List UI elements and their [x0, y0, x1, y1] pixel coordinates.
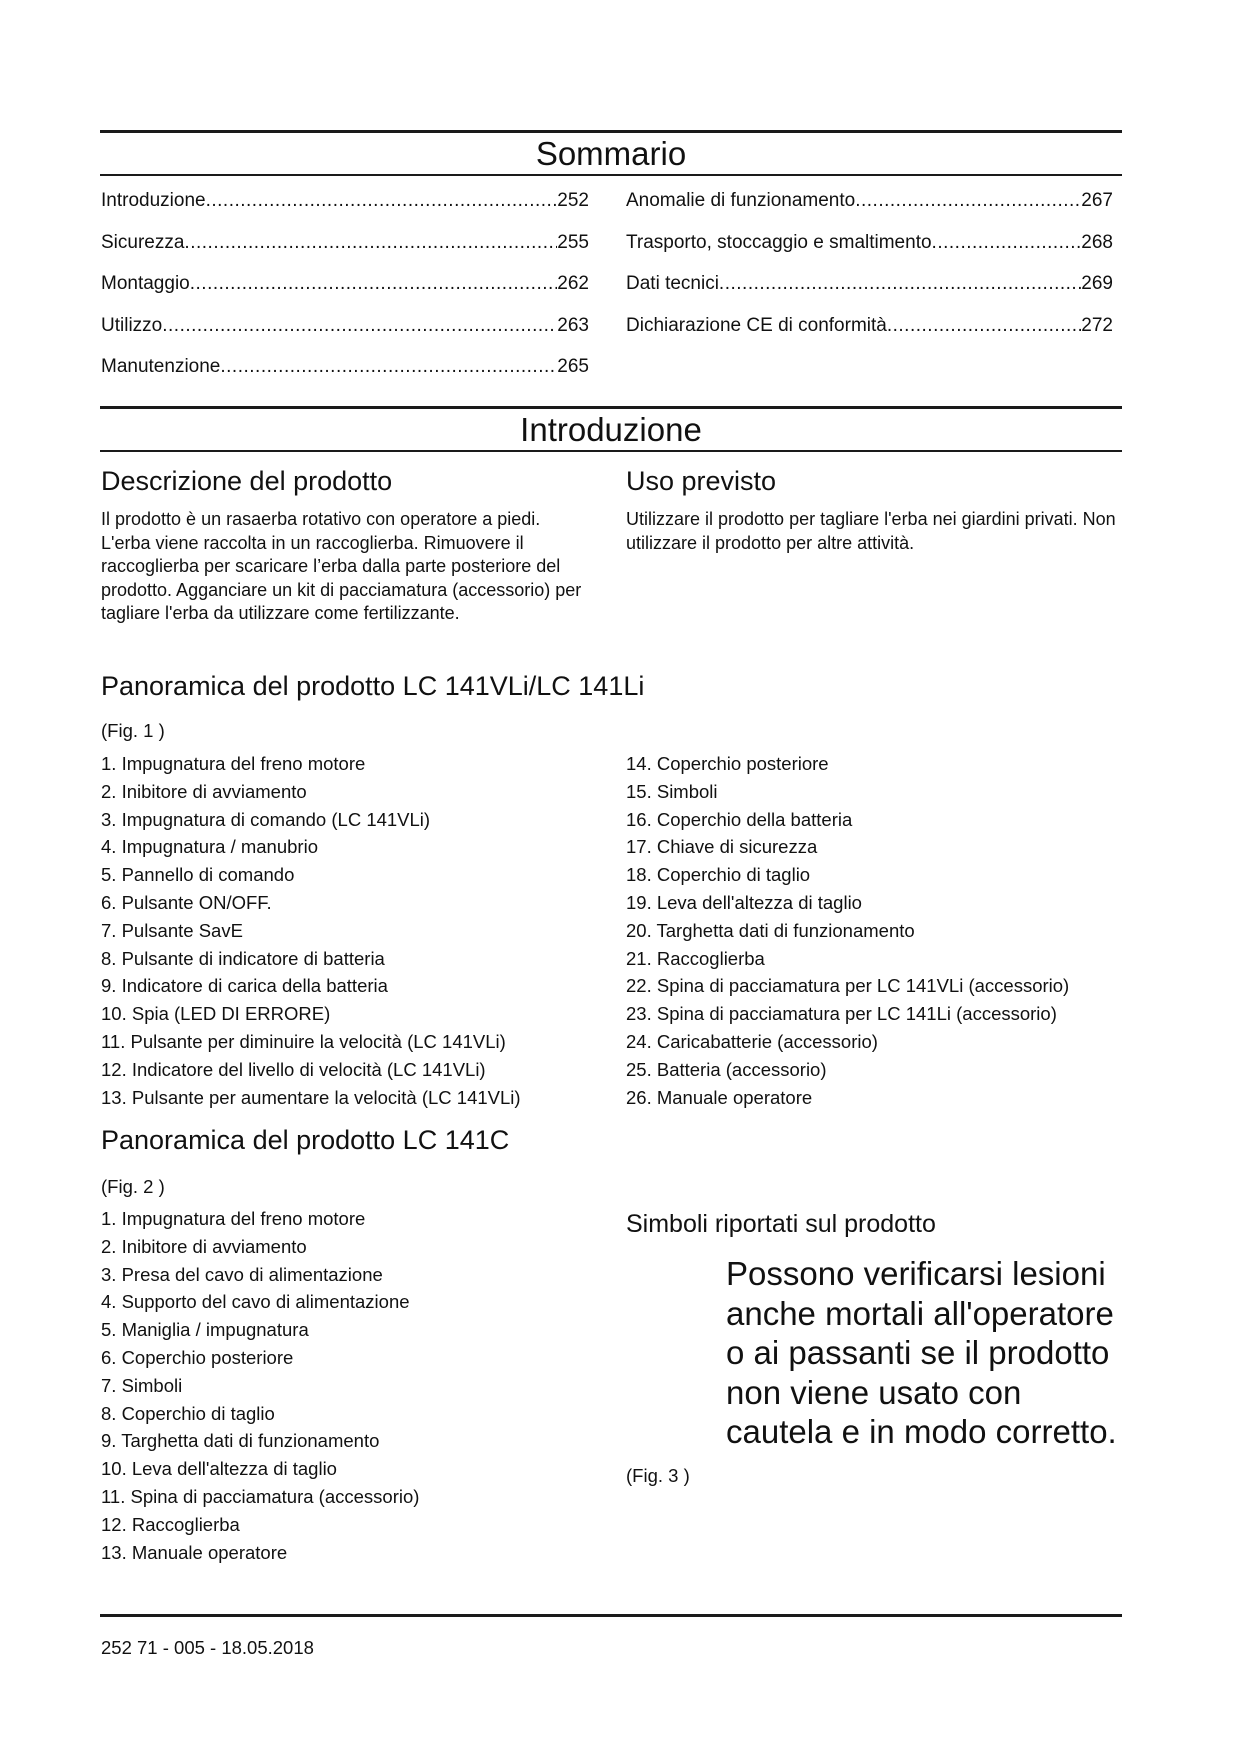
- list-item: 2. Inibitore di avviamento: [101, 780, 307, 802]
- top-rule: [100, 130, 1122, 133]
- toc-leader-dots: [184, 231, 557, 255]
- toc-leader-dots: [887, 314, 1081, 338]
- toc-entry-label: Manutenzione: [101, 356, 221, 377]
- description-text: Il prodotto è un rasaerba rotativo con operatore a piedi. L'erba viene raccolta in un raccoglierba. Rimuovere il raccoglierba per scaricare l’erba dalla parte posteriore del prodotto. Agganciare un kit di pacciamatura (accessorio) per tagliare l'erba da utilizzare come fertilizzante.: [101, 509, 582, 623]
- toc-leader-dots: [932, 231, 1082, 255]
- list-item: 3. Presa del cavo di alimentazione: [101, 1263, 383, 1285]
- list-item: 15. Simboli: [626, 780, 718, 802]
- list-item: 13. Pulsante per aumentare la velocità (LC 141VLi): [101, 1086, 521, 1108]
- toc-entry-page: 265: [557, 356, 589, 377]
- toc-leader-dots: [162, 314, 557, 338]
- list-item: 12. Raccoglierba: [101, 1513, 240, 1535]
- toc-entry-label: Dichiarazione CE di conformità: [626, 314, 887, 336]
- list-item: 3. Impugnatura di comando (LC 141VLi): [101, 808, 431, 830]
- intended-use-heading: Uso previsto: [626, 466, 777, 496]
- list-item: 8. Pulsante di indicatore di batteria: [101, 947, 385, 969]
- list-item: 1. Impugnatura del freno motore: [101, 753, 366, 774]
- list-item: 9. Targhetta dati di funzionamento: [101, 1430, 380, 1452]
- list-item: 21. Raccoglierba: [626, 947, 765, 969]
- symbols-heading: Simboli riportati sul prodotto: [626, 1210, 936, 1238]
- description-heading: Descrizione del prodotto: [101, 466, 393, 496]
- footer-doc-code: 252 71 - 005 - 18.05.2018: [101, 1637, 314, 1658]
- list-item: 4. Impugnatura / manubrio: [101, 836, 318, 858]
- overview1-heading: Panoramica del prodotto LC 141VLi/LC 141Li: [101, 671, 645, 701]
- toc-entry-page: 262: [557, 273, 589, 294]
- list-item: 2. Inibitore di avviamento: [101, 1235, 307, 1257]
- list-item: 14. Coperchio posteriore: [626, 753, 829, 774]
- overview2-heading: Panoramica del prodotto LC 141C: [101, 1125, 510, 1155]
- toc-leader-dots: [719, 272, 1081, 296]
- list-item: 5. Pannello di comando: [101, 864, 295, 886]
- list-item: 25. Batteria (accessorio): [626, 1058, 827, 1080]
- warning-text: Possono verificarsi lesioni anche mortali all'operatore o ai passanti se il prodotto non viene usato con cautela e in modo corretto.: [726, 1255, 1117, 1450]
- toc-entry[interactable]: [101, 272, 589, 296]
- toc-entry-label: Anomalie di funzionamento: [626, 190, 856, 211]
- list-item: 18. Coperchio di taglio: [626, 864, 811, 886]
- toc-entry-page: 267: [1081, 190, 1113, 211]
- list-item: 10. Spia (LED DI ERRORE): [101, 1003, 331, 1025]
- list-item: 11. Pulsante per diminuire la velocità (LC 141VLi): [101, 1030, 506, 1052]
- list-item: 16. Coperchio della batteria: [626, 808, 853, 830]
- toc-entry-label: Sicurezza: [101, 231, 185, 253]
- list-item: 5. Maniglia / impugnatura: [101, 1319, 309, 1341]
- list-item: 10. Leva dell'altezza di taglio: [101, 1458, 337, 1480]
- intro-rule-top: [100, 406, 1122, 409]
- list-item: 6. Coperchio posteriore: [101, 1346, 294, 1368]
- list-item: 24. Caricabatterie (accessorio): [626, 1030, 878, 1052]
- toc-leader-dots: [190, 272, 558, 296]
- intro-title: Introduzione: [520, 411, 702, 448]
- toc-entry[interactable]: [626, 189, 1113, 213]
- list-item: 26. Manuale operatore: [626, 1086, 813, 1108]
- list-item: 9. Indicatore di carica della batteria: [101, 975, 388, 997]
- list-item: 1. Impugnatura del freno motore: [101, 1208, 366, 1229]
- overview2-fig-ref: (Fig. 2 ): [101, 1176, 165, 1197]
- toc-entry-label: Montaggio: [101, 273, 190, 294]
- list-item: 22. Spina di pacciamatura per LC 141VLi (accessorio): [626, 975, 1070, 997]
- toc-leader-dots: [220, 355, 557, 379]
- list-item: 12. Indicatore del livello di velocità (LC 141VLi): [101, 1058, 486, 1080]
- toc-entry-label: Trasporto, stoccaggio e smaltimento: [626, 231, 932, 253]
- toc-entry-label: Introduzione: [101, 190, 206, 211]
- toc-entry[interactable]: [101, 314, 589, 338]
- toc-entry[interactable]: [626, 231, 1113, 255]
- toc-entry-page: 263: [557, 314, 589, 336]
- toc-entry-label: Utilizzo: [101, 314, 163, 336]
- overview1-list-left: [101, 750, 601, 1111]
- toc-entry-page: 269: [1081, 273, 1113, 294]
- toc-entry-page: 272: [1081, 314, 1113, 336]
- list-item: 23. Spina di pacciamatura per LC 141Li (accessorio): [626, 1003, 1057, 1025]
- toc-entry[interactable]: [101, 355, 589, 379]
- toc-entry[interactable]: [626, 272, 1113, 296]
- toc-title-underline: [100, 174, 1122, 176]
- footer-rule: [100, 1614, 1122, 1617]
- intended-use-text: Utilizzare il prodotto per tagliare l'erba nei giardini privati. Non utilizzare il prodotto per altre attività.: [626, 509, 1116, 553]
- list-item: 11. Spina di pacciamatura (accessorio): [101, 1485, 420, 1507]
- toc-entry[interactable]: [101, 231, 589, 255]
- toc-title: Sommario: [535, 135, 687, 172]
- toc-leader-dots: [855, 189, 1081, 213]
- toc-entry[interactable]: [626, 314, 1113, 338]
- overview2-list: [101, 1205, 601, 1566]
- overview1-fig-ref: (Fig. 1 ): [101, 720, 165, 741]
- toc-entry[interactable]: [101, 189, 589, 213]
- list-item: 13. Manuale operatore: [101, 1541, 288, 1563]
- list-item: 20. Targhetta dati di funzionamento: [626, 919, 915, 941]
- list-item: 7. Simboli: [101, 1374, 183, 1396]
- list-item: 6. Pulsante ON/OFF.: [101, 891, 272, 913]
- toc-entry-page: 268: [1081, 231, 1113, 253]
- list-item: 19. Leva dell'altezza di taglio: [626, 891, 862, 913]
- intro-rule-bottom: [100, 450, 1122, 452]
- toc-entry-page: 252: [557, 190, 589, 211]
- overview1-list-right: [626, 750, 1126, 1111]
- symbols-fig-ref: (Fig. 3 ): [626, 1465, 690, 1486]
- toc-leader-dots: [206, 189, 558, 213]
- list-item: 17. Chiave di sicurezza: [626, 836, 818, 858]
- list-item: 7. Pulsante SavE: [101, 919, 243, 941]
- list-item: 8. Coperchio di taglio: [101, 1402, 275, 1424]
- toc-entry-page: 255: [557, 231, 589, 253]
- list-item: 4. Supporto del cavo di alimentazione: [101, 1291, 410, 1313]
- toc-entry-label: Dati tecnici: [626, 273, 719, 294]
